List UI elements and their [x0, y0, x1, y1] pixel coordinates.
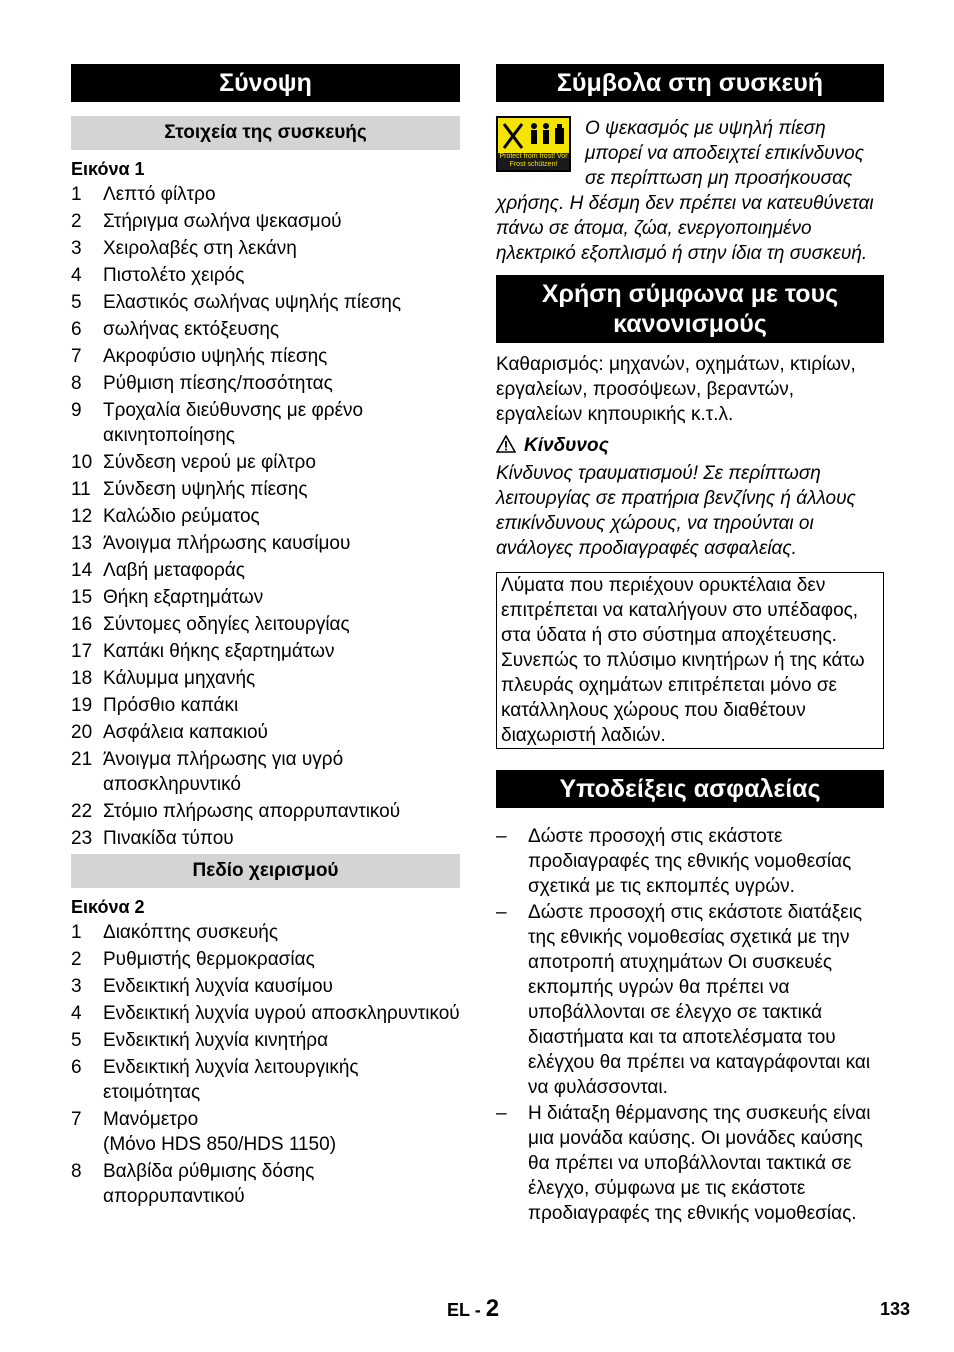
- footer-language: [447, 1296, 499, 1323]
- subheading-control-field: Πεδίο χειρισμού: [71, 854, 460, 888]
- item-text: Χειρολαβές στη λεκάνη: [103, 238, 297, 259]
- item-number: 6: [71, 319, 82, 340]
- item-text: Ενδεικτική λυχνία λειτουργικής ετοιμότητας: [103, 1057, 359, 1103]
- right-column: [496, 64, 884, 1227]
- item-number: 9: [71, 400, 82, 421]
- item-number: 1: [71, 922, 82, 943]
- list-item: [71, 290, 460, 315]
- safety-item-text: Η διάταξη θέρμανσης της συσκευής είναι μια μονάδα καύσης. Οι μονάδες καύσης θα πρέπει να υποβάλλονται τακτικά σε έλεγχο, σύμφωνα με τις εκάστοτε προδιαγραφές της εθνικής νομοθεσίας.: [528, 1103, 871, 1224]
- item-number: 23: [71, 828, 93, 849]
- list-item: [71, 826, 460, 851]
- list-item: [71, 450, 460, 475]
- item-text: Στήριγμα σωλήνα ψεκασμού: [103, 211, 342, 232]
- item-text: Ενδεικτική λυχνία καυσίμου: [103, 976, 333, 997]
- item-number: 13: [71, 533, 93, 554]
- item-number: 21: [71, 749, 93, 770]
- item-text: Ελαστικός σωλήνας υψηλής πίεσης: [103, 292, 402, 313]
- item-text: Θήκη εξαρτημάτων: [103, 587, 264, 608]
- dash-marker: –: [496, 1103, 507, 1124]
- item-text: Πιστολέτο χειρός: [103, 265, 245, 286]
- item-number: 7: [71, 346, 82, 367]
- list-item: [71, 666, 460, 691]
- list-item: [71, 317, 460, 342]
- item-text: Λεπτό φίλτρο: [103, 184, 216, 205]
- safety-item-text: Δώστε προσοχή στις εκάστοτε προδιαγραφές της εθνικής νομοθεσίας σχετικά με τις εκπομπές υγρών.: [528, 826, 852, 897]
- item-number: 18: [71, 668, 93, 689]
- safety-instructions-list: [496, 824, 884, 1226]
- item-number: 3: [71, 238, 82, 259]
- item-number: 2: [71, 949, 82, 970]
- danger-heading: [496, 433, 884, 458]
- list-item: [71, 558, 460, 583]
- list-item: [71, 182, 460, 207]
- list-item: [71, 263, 460, 288]
- item-number: 1: [71, 184, 82, 205]
- warning-triangle-icon: [496, 435, 516, 453]
- list-item: [71, 1159, 460, 1209]
- symbols-warning-text: Ο ψεκασμός με υψηλή πίεση μπορεί να αποδειχτεί επικίνδυνος σε περίπτωση μη προσήκουσας χρήσης. Η δέσμη δεν πρέπει να κατευθύνεται πάνω σε άτομα, ζώα, ενεργοποιημένο ηλεκτρικό εξοπλισμό ή στην ίδια τη συσκευή.: [496, 118, 874, 264]
- device-elements-list: [71, 182, 460, 851]
- item-text: Τροχαλία διεύθυνσης με φρένο ακινητοποίησης: [103, 400, 364, 446]
- item-text: Καλώδιο ρεύματος: [103, 506, 260, 527]
- item-number: 5: [71, 1030, 82, 1051]
- warning-pictogram-icon: [498, 118, 569, 154]
- item-text: σωλήνας εκτόξευσης: [103, 319, 280, 340]
- item-text: Ρύθμιση πίεσης/ποσότητας: [103, 373, 333, 394]
- item-text: Βαλβίδα ρύθμισης δόσης απορρυπαντικού: [103, 1161, 315, 1207]
- section-heading-intended-use: Χρήση σύμφωνα με τους κανονισμούς: [496, 275, 884, 343]
- list-item: [71, 477, 460, 502]
- item-number: 15: [71, 587, 93, 608]
- item-text: Ασφάλεια καπακιού: [103, 722, 268, 743]
- item-text: Στόμιο πλήρωσης απορρυπαντικού: [103, 801, 401, 822]
- item-number: 16: [71, 614, 93, 635]
- item-text: Άνοιγμα πλήρωσης καυσίμου: [103, 533, 351, 554]
- dash-marker: –: [496, 826, 507, 847]
- item-number: 22: [71, 801, 93, 822]
- item-number: 2: [71, 211, 82, 232]
- list-item: [71, 747, 460, 797]
- safety-item: [496, 900, 884, 1100]
- item-number: 3: [71, 976, 82, 997]
- intended-use-text: Καθαρισμός: μηχανών, οχημάτων, κτιρίων, εργαλείων, προσόψεων, βεραντών, εργαλείων κηπουρικής κ.τ.λ.: [496, 354, 856, 425]
- item-text: Λαβή μεταφοράς: [103, 560, 245, 581]
- item-text: Πινακίδα τύπου: [103, 828, 234, 849]
- list-item: [71, 236, 460, 261]
- footer-section-number: 2: [485, 1295, 500, 1322]
- list-item: [71, 344, 460, 369]
- high-pressure-warning-symbol-icon: [496, 116, 571, 172]
- item-number: 19: [71, 695, 93, 716]
- item-text: Καπάκι θήκης εξαρτημάτων: [103, 641, 335, 662]
- list-item: [71, 1001, 460, 1026]
- item-text: Ενδεικτική λυχνία κινητήρα: [103, 1030, 329, 1051]
- list-item: [71, 371, 460, 396]
- item-text: Μανόμετρο (Μόνο HDS 850/HDS 1150): [103, 1109, 337, 1155]
- list-item: [71, 398, 460, 448]
- left-column: [71, 64, 460, 1211]
- list-item: [71, 974, 460, 999]
- danger-label: Κίνδυνος: [524, 435, 609, 456]
- item-text: Άνοιγμα πλήρωσης για υγρό αποσκληρυντικό: [103, 749, 344, 795]
- list-item: [71, 693, 460, 718]
- figure-label-1: Εικόνα 1: [71, 159, 145, 179]
- item-text: Ρυθμιστής θερμοκρασίας: [103, 949, 315, 970]
- page-number: 133: [880, 1299, 911, 1319]
- list-item: [71, 1028, 460, 1053]
- danger-text: Κίνδυνος τραυματισμού! Σε περίπτωση λειτουργίας σε πρατήρια βενζίνης ή άλλους επικίνδυνους χώρους, να τηρούνται οι ανάλογες προδιαγραφές ασφαλείας.: [496, 463, 856, 559]
- item-text: Διακόπτης συσκευής: [103, 922, 279, 943]
- item-number: 7: [71, 1109, 82, 1130]
- list-item: [71, 947, 460, 972]
- list-item: [71, 920, 460, 945]
- list-item: [71, 209, 460, 234]
- item-number: 17: [71, 641, 93, 662]
- list-item: [71, 504, 460, 529]
- item-number: 4: [71, 1003, 82, 1024]
- figure-label-2: Εικόνα 2: [71, 897, 145, 917]
- item-text: Ακροφύσιο υψηλής πίεσης: [103, 346, 328, 367]
- list-item: [71, 585, 460, 610]
- oil-notice-box: Λύματα που περιέχουν ορυκτέλαια δεν επιτρέπεται να καταλήγουν στο υπέδαφος, στα ύδατα ή στο σύστημα αποχέτευσης. Συνεπώς το πλύσιμο κινητήρων ή της κάτω πλευράς οχημάτων επιτρέπεται μόνο σε κατάλληλους χώρους που διαθέτουν διαχωριστή λαδιών.: [496, 572, 884, 749]
- item-text: Πρόσθιο καπάκι: [103, 695, 239, 716]
- footer-lang-code: EL: [447, 1300, 470, 1320]
- safety-item: [496, 824, 884, 899]
- item-text: Σύνδεση νερού με φίλτρο: [103, 452, 316, 473]
- control-field-list: [71, 920, 460, 1209]
- item-number: 4: [71, 265, 82, 286]
- section-heading-safety: Υποδείξεις ασφαλείας: [496, 770, 884, 808]
- item-number: 6: [71, 1057, 82, 1078]
- safety-item: [496, 1101, 884, 1226]
- list-item: [71, 531, 460, 556]
- safety-item-text: Δώστε προσοχή στις εκάστοτε διατάξεις της εθνικής νομοθεσίας σχετικά με την αποτροπή ατυχημάτων Οι συσκευές εκπομπής υγρών θα πρέπει να υποβάλλονται σε έλεγχο σε τακτικά διαστήματα και τα αποτελέσματα του ελέγχου θα πρέπει να καταγράφονται και να φυλάσσονται.: [528, 902, 871, 1098]
- list-item: [71, 720, 460, 745]
- frost-warning-caption: Protect from frost! Vor Frost schützen!: [499, 153, 568, 168]
- list-item: [71, 799, 460, 824]
- item-text: Ενδεικτική λυχνία υγρού αποσκληρυντικού: [103, 1003, 460, 1024]
- item-number: 14: [71, 560, 93, 581]
- subheading-device-elements: Στοιχεία της συσκευής: [71, 116, 460, 150]
- item-text: Σύνδεση υψηλής πίεσης: [103, 479, 308, 500]
- item-number: 11: [71, 479, 91, 500]
- item-number: 8: [71, 373, 82, 394]
- section-heading-symbols: Σύμβολα στη συσκευή: [496, 64, 884, 102]
- item-number: 5: [71, 292, 82, 313]
- list-item: [71, 639, 460, 664]
- item-number: 20: [71, 722, 93, 743]
- list-item: [71, 1107, 460, 1157]
- footer-separator: -: [474, 1300, 481, 1320]
- list-item: [71, 612, 460, 637]
- item-number: 8: [71, 1161, 82, 1182]
- item-text: Σύντομες οδηγίες λειτουργίας: [103, 614, 350, 635]
- item-number: 12: [71, 506, 93, 527]
- dash-marker: –: [496, 902, 507, 923]
- list-item: [71, 1055, 460, 1105]
- symbol-block: [496, 116, 884, 266]
- section-heading-overview: Σύνοψη: [71, 64, 460, 102]
- item-text: Κάλυμμα μηχανής: [103, 668, 256, 689]
- item-number: 10: [71, 452, 93, 473]
